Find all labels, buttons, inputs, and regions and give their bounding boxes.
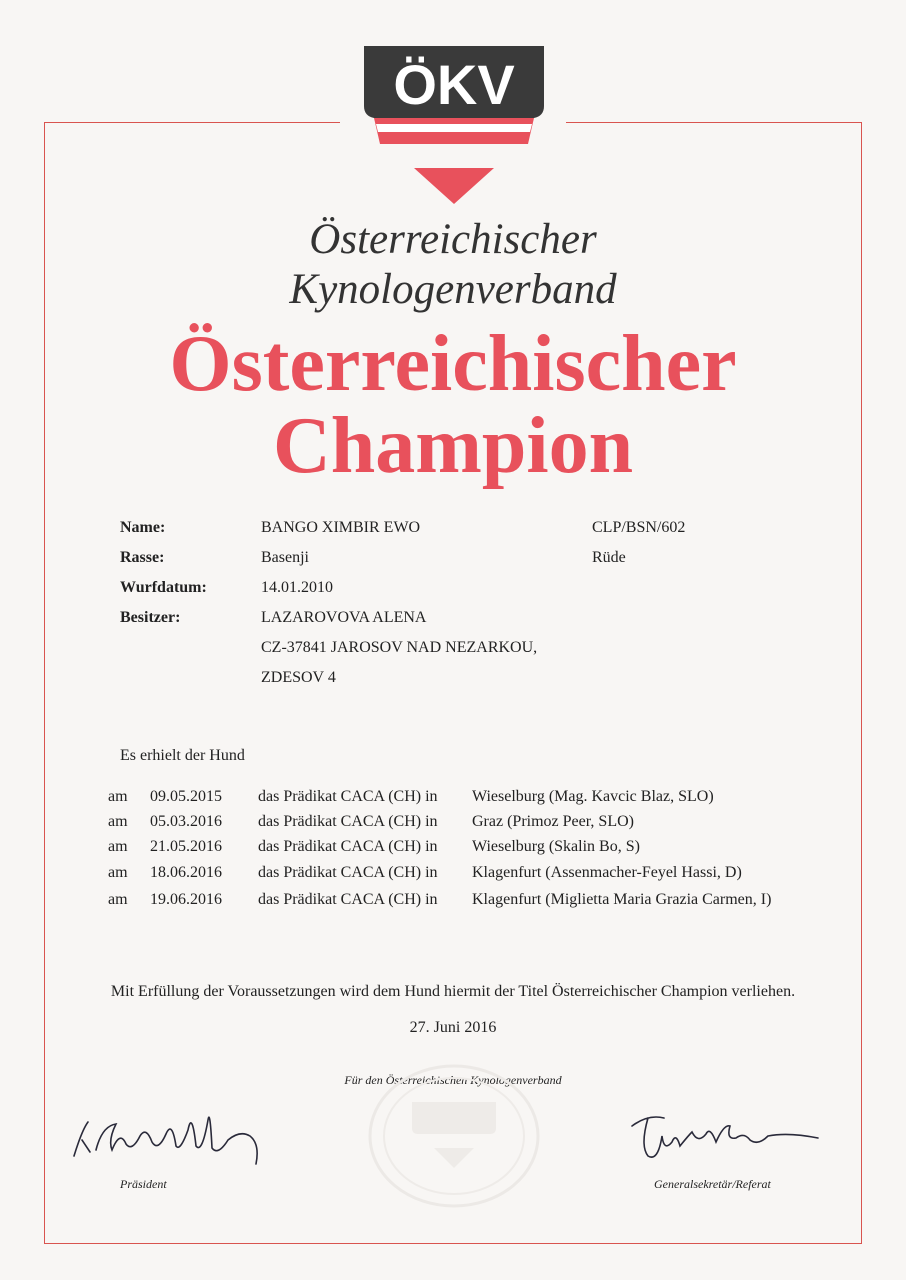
frame-line (44, 1243, 862, 1244)
declaration-text: Mit Erfüllung der Voraussetzungen wird dem Hund hiermit der Titel Österreichischer Champion verliehen. (110, 983, 796, 1000)
president-signature (60, 1100, 280, 1172)
result-row (0, 864, 906, 886)
issue-date: 27. Juni 2016 (409, 1019, 497, 1036)
result-predicate: das Prädikat CACA (CH) in (258, 891, 438, 908)
result-am: am (108, 788, 128, 805)
owner-name: LAZAROVOVA ALENA (261, 609, 427, 626)
owner-label: Besitzer: (120, 609, 181, 626)
result-predicate: das Prädikat CACA (CH) in (258, 813, 438, 830)
result-am: am (108, 838, 128, 855)
organization-name-line-1: Österreichischer (309, 216, 597, 263)
dog-name: BANGO XIMBIR EWO (261, 519, 421, 536)
result-location: Wieselburg (Mag. Kavcic Blaz, SLO) (472, 788, 714, 805)
frame-line (566, 122, 862, 123)
dog-breed: Basenji (261, 549, 309, 566)
results-intro: Es erhielt der Hund (120, 747, 245, 764)
dob-label: Wurfdatum: (120, 579, 207, 596)
result-predicate: das Prädikat CACA (CH) in (258, 788, 438, 805)
result-location: Wieselburg (Skalin Bo, S) (472, 838, 640, 855)
result-row (0, 838, 906, 860)
certificate-title-line-2: Champion (272, 402, 634, 490)
result-date: 18.06.2016 (150, 864, 222, 881)
result-location: Graz (Primoz Peer, SLO) (472, 813, 634, 830)
result-am: am (108, 891, 128, 908)
name-label: Name: (120, 519, 166, 536)
organization-name-line-2: Kynologenverband (289, 266, 617, 313)
embossed-seal (362, 1062, 546, 1210)
result-am: am (108, 864, 128, 881)
result-date: 21.05.2016 (150, 838, 222, 855)
dog-dob: 14.01.2010 (261, 579, 333, 596)
result-date: 19.06.2016 (150, 891, 222, 908)
result-row (0, 813, 906, 835)
result-date: 09.05.2015 (150, 788, 222, 805)
result-row (0, 891, 906, 913)
dog-sex: Rüde (592, 549, 626, 566)
breed-label: Rasse: (120, 549, 165, 566)
result-date: 05.03.2016 (150, 813, 222, 830)
okv-logo (362, 44, 546, 206)
certificate-title-line-1: Österreichischer (169, 320, 737, 408)
result-am: am (108, 813, 128, 830)
president-role: Präsident (120, 1177, 167, 1191)
owner-address-line-2: ZDESOV 4 (261, 669, 336, 686)
result-location: Klagenfurt (Assenmacher-Feyel Hassi, D) (472, 864, 742, 881)
frame-line (44, 122, 340, 123)
for-organization-text: Für den Österreichischen Kynologenverband (344, 1073, 562, 1087)
result-predicate: das Prädikat CACA (CH) in (258, 838, 438, 855)
logo-text: ÖKV (393, 53, 515, 116)
result-row (0, 788, 906, 810)
owner-address-line-1: CZ-37841 JAROSOV NAD NEZARKOU, (261, 639, 538, 656)
secretary-signature (618, 1096, 828, 1168)
result-location: Klagenfurt (Miglietta Maria Grazia Carmen, I) (472, 891, 772, 908)
registration-number: CLP/BSN/602 (592, 519, 686, 536)
result-predicate: das Prädikat CACA (CH) in (258, 864, 438, 881)
secretary-role: Generalsekretär/Referat (654, 1177, 771, 1191)
